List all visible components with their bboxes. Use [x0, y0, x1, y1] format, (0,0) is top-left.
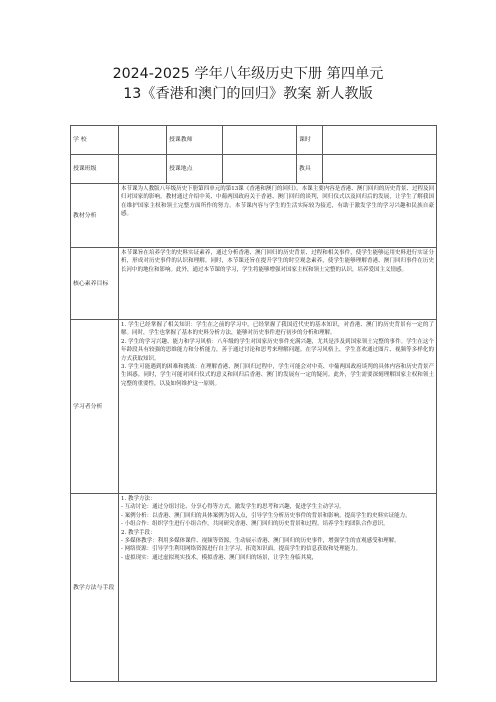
- title-line-1: 2024-2025 学年八年级历史下册 第四单元: [112, 66, 384, 82]
- students-row: [71, 320, 437, 494]
- class-label: 授课班级: [71, 155, 119, 184]
- class-value: [119, 155, 167, 184]
- header-row-2: [71, 155, 437, 184]
- methods-item-6: - 多媒体教学：利用多媒体课件、视频等资源，生动展示香港、澳门回归的历史事件，增强学生的直观感受和理解。: [121, 538, 400, 545]
- literacy-cell: [119, 248, 437, 320]
- teacher-value: [223, 126, 297, 155]
- textbook-row: [71, 184, 437, 248]
- school-value: [119, 126, 167, 155]
- literacy-text: 本节课旨在培养学生的史料实证素养，通过分析香港、澳门回归的历史背景、过程和相关事件，使学生能够运用史料进行实证分析，形成对历史事件的认识和理解。同时，本节课还旨在提升学生的时空观念素养，使学生能够理解香港、澳门回归事件在历史长河中的地位和影响。此外，通过本节课的学习，学生将能够增强对国家主权和领土完整的认识，培养爱国主义情感。: [121, 250, 434, 273]
- lesson-plan-table: [70, 125, 437, 682]
- students-item-2: 2. 学生的学习兴趣、能力和学习风格：八年级的学生对国家历史事件充满兴趣，尤其是涉及到国家领土完整的事件。学生在这个年龄段具有较强的思维能力和分析能力，善于通过讨论和思考来理解问题。在学习风格上，学生喜欢通过图片、视频等多样化的方式获取知识。: [121, 338, 434, 362]
- students-label: 学习者分析: [71, 320, 119, 494]
- school-label: 学 校: [71, 126, 119, 155]
- textbook-cell: [119, 184, 437, 248]
- textbook-label: 教材分析: [71, 184, 119, 248]
- materials-label: 教具: [297, 155, 323, 184]
- hours-value: [323, 126, 437, 155]
- methods-cell: [119, 494, 437, 682]
- methods-item-4: - 小组合作：组织学生进行小组合作，共同研究香港、澳门回归的历史背景和过程，培养学生的团队合作意识。: [121, 521, 389, 528]
- methods-item-5: 2. 教学手段：: [121, 529, 156, 536]
- literacy-label: 核心素养目标: [71, 248, 119, 320]
- hours-label: 课时: [297, 126, 323, 155]
- document-title: [30, 64, 466, 104]
- location-value: [223, 155, 297, 184]
- methods-item-7: - 网络资源：引导学生利用网络资源进行自主学习，拓宽知识面，提高学生的信息获取和处理能力。: [121, 546, 362, 553]
- literacy-row: [71, 248, 437, 320]
- title-line-2: 13《香港和澳门的回归》教案 新人教版: [123, 86, 373, 102]
- methods-item-8: - 虚拟现实：通过虚拟现实技术，模拟香港、澳门回归的场景，让学生身临其境，: [121, 554, 318, 561]
- textbook-text: 本节课为人教版八年级历史下册第四单元的第13课《香港和澳门的回归》。本课主要内容是香港、澳门回归的历史背景、过程及回归对国家的影响。教材通过介绍中英、中葡两国政府关于香港、澳门回归的谈判，回归仪式以及回归后的发展，让学生了解我国在维护国家主权和领土完整方面所作的努力。本节课内容与学生的生活实际较为接近，有助于激发学生的学习兴趣和民族自豪感。: [121, 186, 434, 218]
- location-label: 授课地点: [167, 155, 223, 184]
- students-cell: [119, 320, 437, 494]
- methods-row: [71, 494, 437, 682]
- students-item-3: 3. 学生可能遇到的困难和挑战：在理解香港、澳门回归过程中，学生可能会对中英、中葡两国政府谈判的具体内容和历史背景产生困惑。同时，学生可能对回归仪式的意义和回归后香港、澳门的发展有一定的疑问。此外，学生需要深刻理解国家主权和领土完整的重要性，以及如何维护这一原则。: [121, 364, 434, 387]
- methods-item-1: 1. 教学方法：: [121, 496, 156, 502]
- methods-item-3: - 案例分析：以香港、澳门回归的具体案例为切入点，引导学生分析历史事件的背景和影响，提高学生的史料实证能力。: [121, 512, 411, 519]
- teacher-label: 授课教师: [167, 126, 223, 155]
- students-item-1: 1. 学生已经掌握了相关知识：学生在之前的学习中，已经掌握了我国近代史的基本知识，对香港、澳门的历史背景有一定的了解。同时，学生也掌握了基本的史料分析方法，能够对历史事件进行初步的分析和理解。: [121, 322, 434, 337]
- methods-label: 教学方法与手段: [71, 494, 119, 682]
- header-row-1: [71, 126, 437, 155]
- materials-value: [323, 155, 437, 184]
- methods-item-2: - 互动讨论：通过分组讨论、分享心得等方式，激发学生的思考和兴趣，促进学生主动学习。: [121, 504, 345, 511]
